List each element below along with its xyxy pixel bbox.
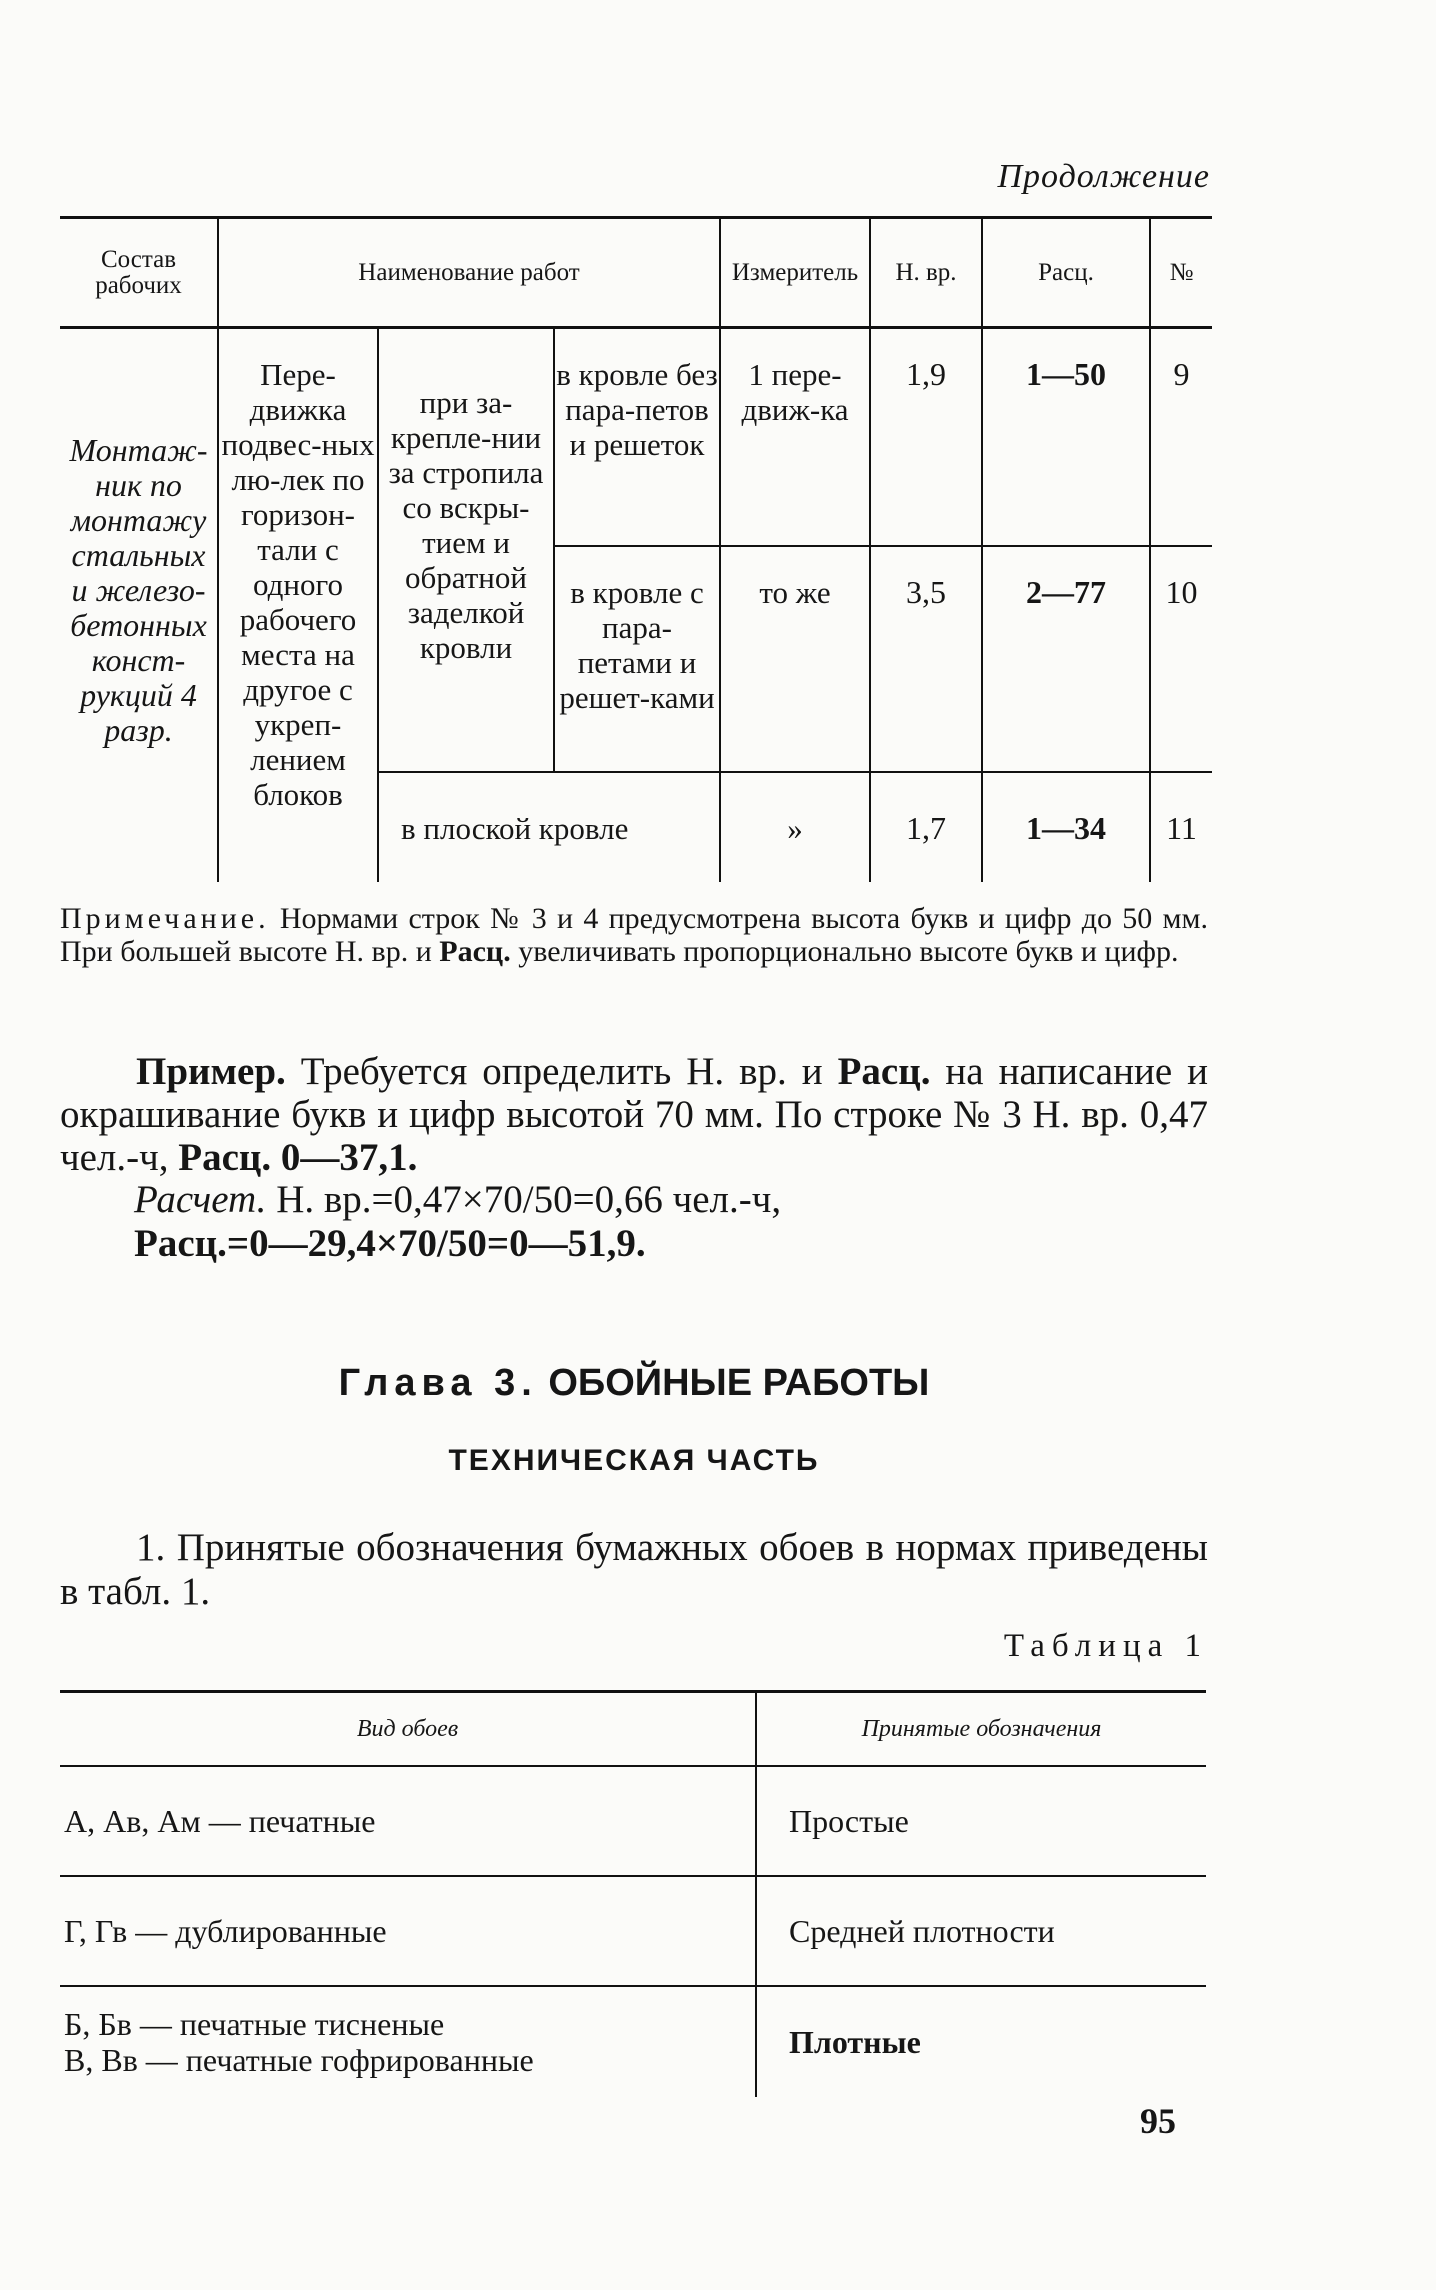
intro-paragraph <box>60 1526 1208 1614</box>
note-text: Нормами строк № 3 и 4 предусмотрена высота букв и цифр до 50 мм. При большей высоте Н. вр. и <box>60 902 1208 968</box>
note-label: Примечание. <box>60 902 270 935</box>
intro-text: 1. Принятые обозначения бумажных обоев в нормах приведены в табл. 1. <box>60 1526 1208 1613</box>
continuation-label: Продолжение <box>997 158 1210 195</box>
worker-cell: Монтаж-ник по монтажу стальных и железо-бетонных конст-рукций 4 разр. <box>69 432 208 748</box>
kind-line: Б, Бв — печатные тисненые <box>64 2006 445 2042</box>
row-number-cell: 11 <box>1150 772 1212 882</box>
condition-cell: в плоской кровле <box>378 772 720 882</box>
designation-cell: Средней плотности <box>756 1876 1206 1986</box>
note-rate: Расц. <box>439 935 511 968</box>
calculation-norm: Н. вр.=0,47×70/50=0,66 чел.-ч, <box>266 1178 782 1221</box>
calculation-line-2: Расц.=0—29,4×70/50=0—51,9. <box>134 1222 646 1265</box>
header-designation: Принятые обозначения <box>756 1692 1206 1767</box>
kind-cell <box>60 1986 756 2097</box>
header-kind: Вид обоев <box>60 1692 756 1767</box>
section-title: ТЕХНИЧЕСКАЯ ЧАСТЬ <box>448 1444 820 1477</box>
fixing-cell: при за-крепле-нии за стропила со вскры-тием и обратной заделкой кровли <box>378 328 554 772</box>
operation-cell: Пере-движка подвес-ных лю-лек по горизон-тали с одного рабочего места на другое с укреп-лением блоков <box>218 328 378 882</box>
norms-table <box>60 216 1212 882</box>
calculation-label: Расчет. <box>134 1178 267 1221</box>
table-header-row <box>60 218 1212 328</box>
table-label: Таблица 1 <box>1003 1628 1208 1664</box>
example-text: Требуется определить Н. вр. и <box>285 1050 838 1093</box>
kind-cell: Г, Гв — дублированные <box>60 1876 756 1986</box>
header-worker: Состав рабочих <box>60 218 218 328</box>
unit-cell: » <box>720 772 870 882</box>
designation-cell: Плотные <box>756 1986 1206 2097</box>
rate-cell: 1—50 <box>982 328 1150 546</box>
table-row <box>60 1986 1206 2097</box>
unit-cell: то же <box>720 546 870 772</box>
unit-cell: 1 пере-движ-ка <box>720 328 870 546</box>
rate-cell: 2—77 <box>982 546 1150 772</box>
header-unit: Измеритель <box>720 218 870 328</box>
row-number-cell: 10 <box>1150 546 1212 772</box>
table-row <box>60 328 1212 546</box>
example-text-mid: на написание и окрашивание букв и цифр высотой 70 мм. По строке № 3 Н. вр. 0,47 чел.-ч, <box>60 1050 1208 1179</box>
header-no: № <box>1150 218 1212 328</box>
norm-cell: 1,9 <box>870 328 982 546</box>
table-header-row <box>60 1692 1206 1767</box>
header-norm: Н. вр. <box>870 218 982 328</box>
rate-cell: 1—34 <box>982 772 1150 882</box>
norm-cell: 1,7 <box>870 772 982 882</box>
condition-cell: в кровле с пара-петами и решет-ками <box>554 546 720 772</box>
example-label: Пример. <box>136 1050 286 1093</box>
kind-cell: А, Ав, Ам — печатные <box>60 1766 756 1876</box>
condition-cell: в кровле без пара-петов и решеток <box>554 328 720 546</box>
table-row <box>60 1876 1206 1986</box>
page-number: 95 <box>1140 2101 1176 2141</box>
table-row <box>60 1766 1206 1876</box>
chapter-title <box>60 1362 1208 1405</box>
calculation-line-1 <box>134 1177 781 1222</box>
example-rate: Расц. <box>837 1050 931 1093</box>
example-paragraph <box>60 1050 1208 1179</box>
example-rate-value: Расц. 0—37,1. <box>178 1136 418 1179</box>
row-number-cell: 9 <box>1150 328 1212 546</box>
table-note <box>60 902 1208 968</box>
header-work: Наименование работ <box>218 218 720 328</box>
note-text-end: увеличивать пропорционально высоте букв и цифр. <box>510 935 1179 968</box>
chapter-prefix: Глава 3. <box>338 1362 538 1404</box>
kind-line: В, Вв — печатные гофрированные <box>64 2042 534 2078</box>
wallpaper-table <box>60 1690 1206 2097</box>
chapter-name: ОБОЙНЫЕ РАБОТЫ <box>537 1362 930 1404</box>
header-rate: Расц. <box>982 218 1150 328</box>
norm-cell: 3,5 <box>870 546 982 772</box>
designation-cell: Простые <box>756 1766 1206 1876</box>
